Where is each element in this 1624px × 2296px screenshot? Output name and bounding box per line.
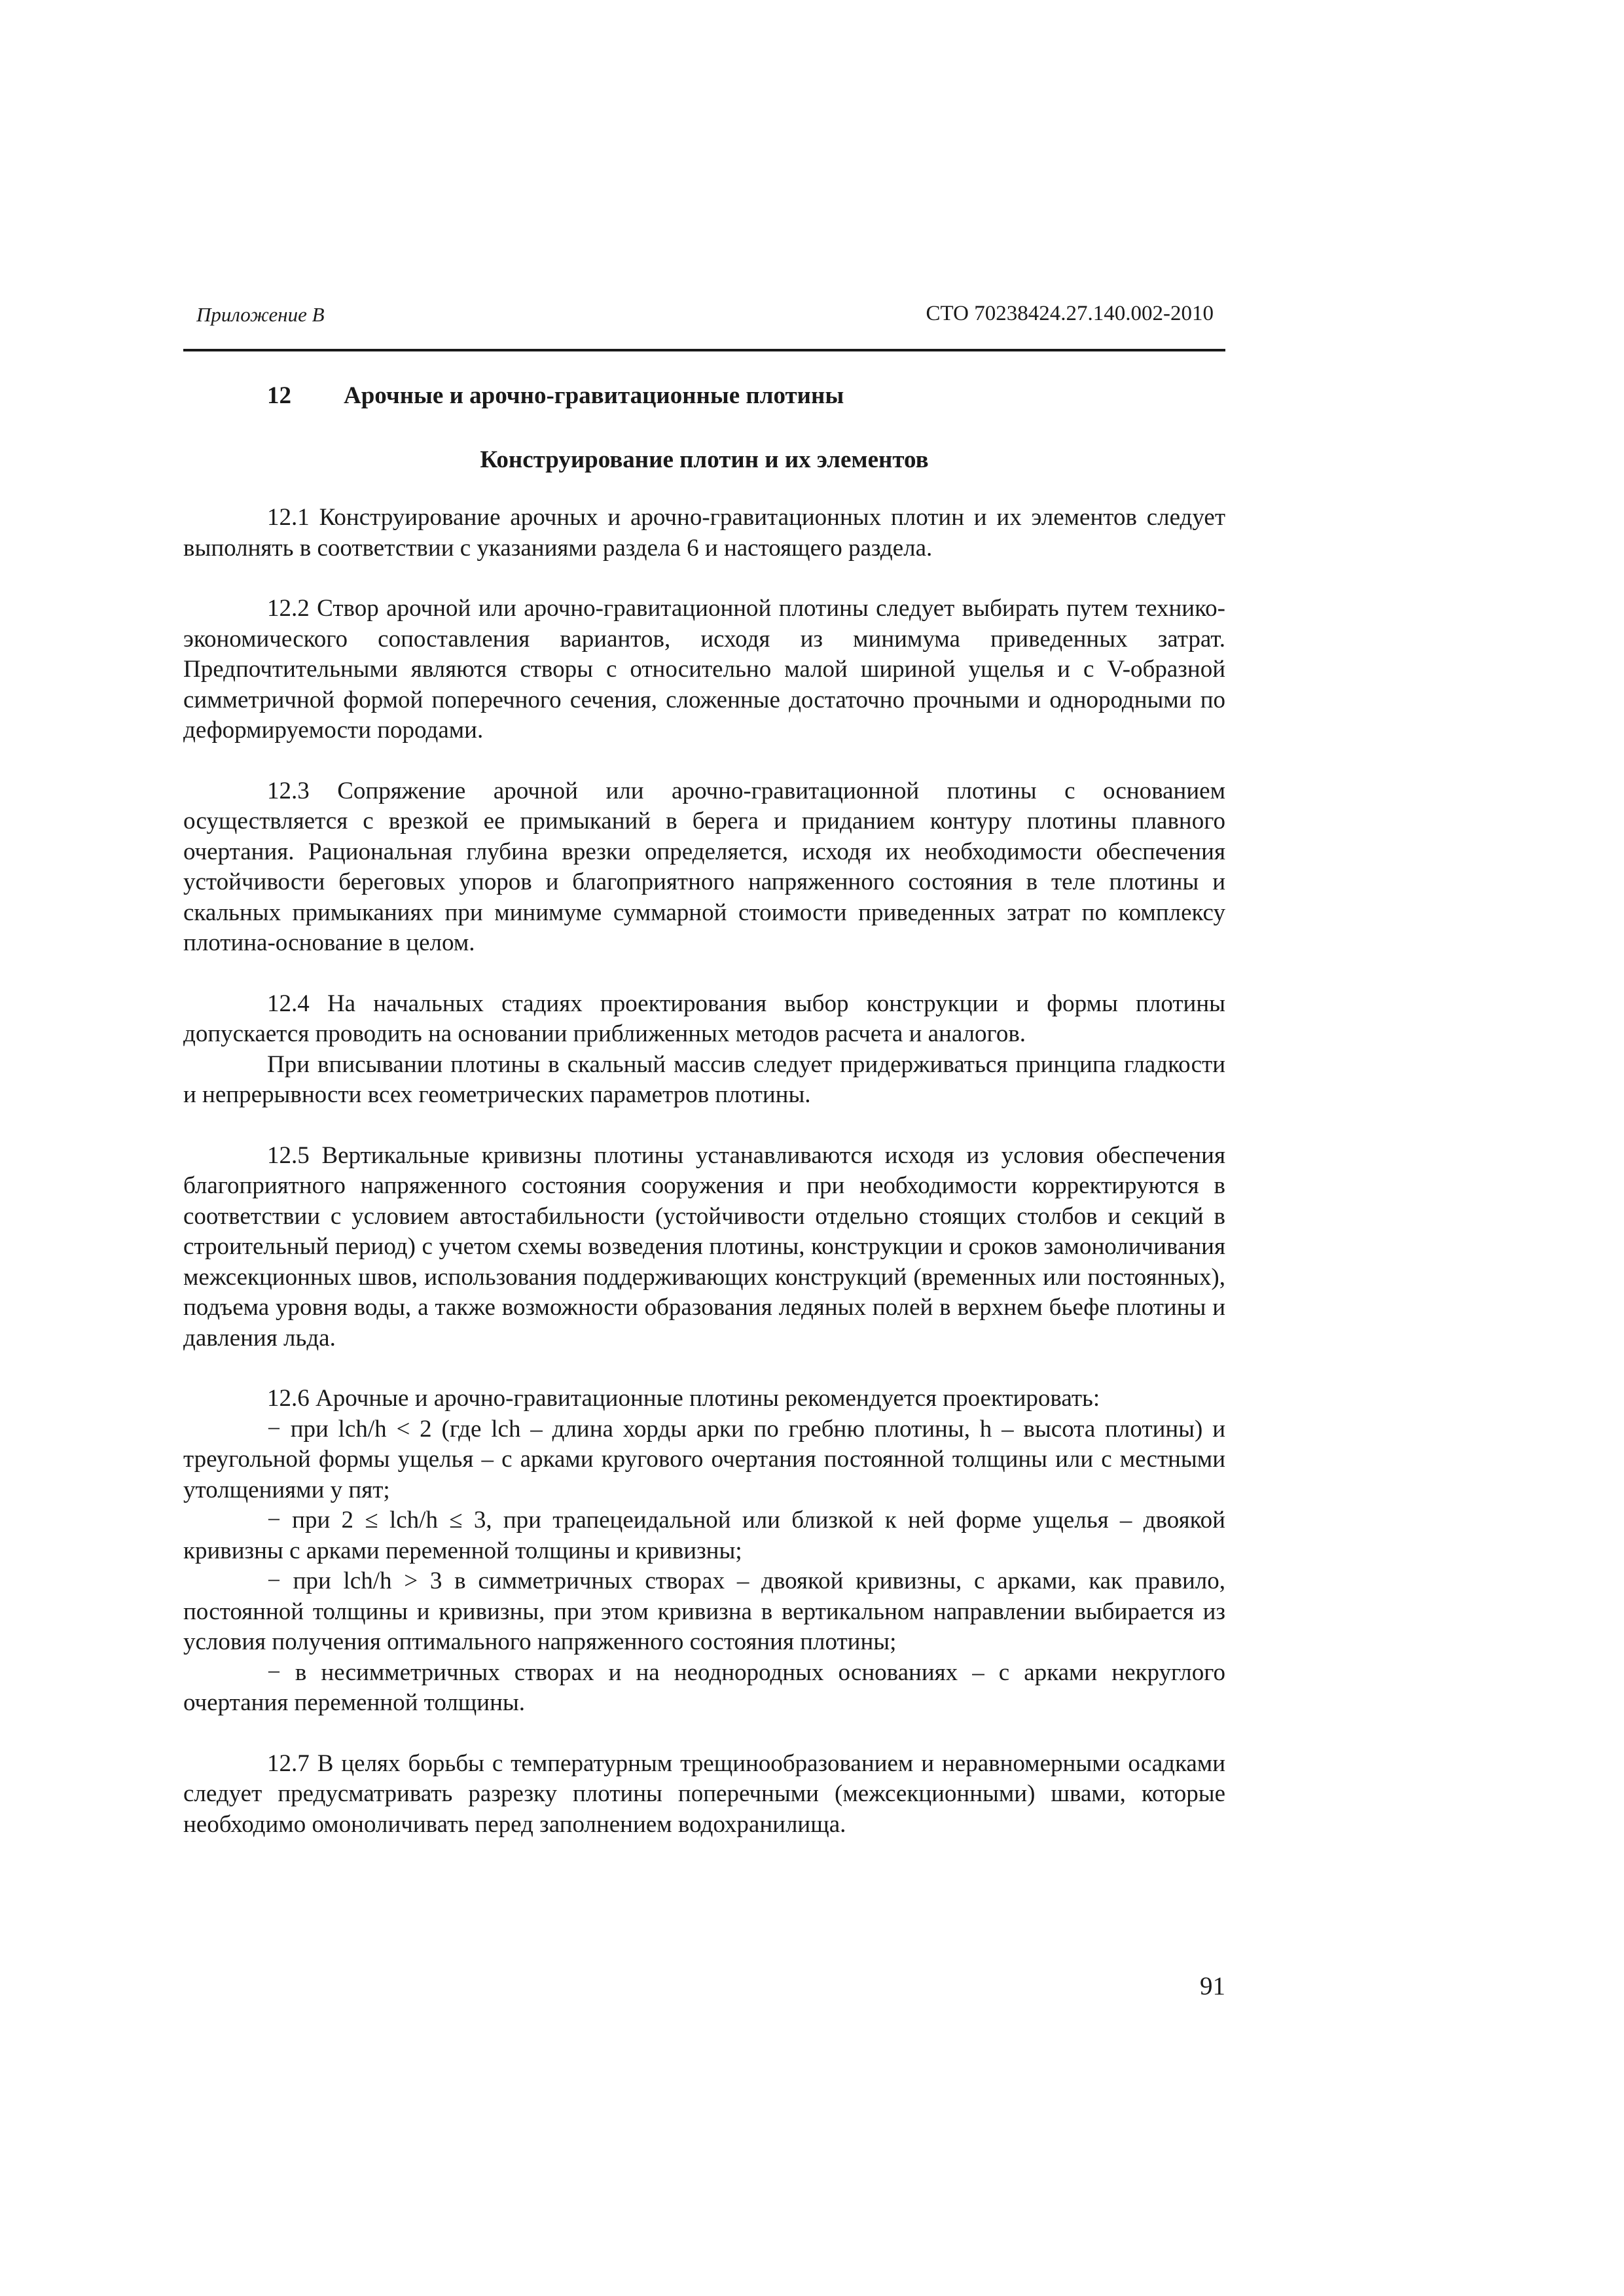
paragraph-12-6: 12.6 Арочные и арочно-гравитационные плотины рекомендуется проектировать: [267, 1385, 1100, 1412]
section-heading [267, 382, 844, 410]
list-item-asymmetric-site: − в несимметричных створах и на неоднородных основаниях – с арками некруглого очертания переменной толщины. [183, 1659, 1225, 1716]
document-code: СТО 70238424.27.140.002-2010 [926, 302, 1214, 325]
paragraph-12-1: 12.1 Конструирование арочных и арочно-гравитационных плотин и их элементов следует выполнять в соответствии с указаниями раздела 6 и настоящего раздела. [183, 504, 1225, 562]
paragraph-12-4-continued: При вписывании плотины в скальный массив следует придерживаться принципа гладкости и непрерывности всех геометрических параметров плотины. [183, 1050, 1225, 1108]
paragraph-12-7: 12.7 В целях борьбы с температурным трещинообразованием и неравномерными осадками следует предусматривать разрезку плотины поперечными (межсекционными) швами, которые необходимо омоноличивать перед заполнением водохранилища. [183, 1749, 1225, 1838]
list-item-trapezoidal-gorge: − при 2 ≤ lch/h ≤ 3, при трапецеидальной или близкой к ней форме ущелья – двоякой кривизны с арками переменной толщины и кривизны; [183, 1507, 1225, 1564]
paragraph-12-4: 12.4 На начальных стадиях проектирования выбор конструкции и формы плотины допускается проводить на основании приближенных методов расчета и аналогов. [183, 990, 1225, 1047]
appendix-label: Приложение В [196, 303, 325, 326]
list-item-narrow-gorge: − при lch/h < 2 (где lch – длина хорды арки по гребню плотины, h – высота плотины) и треугольной формы ущелья – с арками кругового очертания постоянной толщины или с местными утолщениями у пят; [183, 1415, 1225, 1503]
section-title: Арочные и арочно-гравитационные плотины [344, 382, 844, 409]
paragraph-12-2: 12.2 Створ арочной или арочно-гравитационной плотины следует выбирать путем технико-экономического сопоставления вариантов, исходя из минимума приведенных затрат. Предпочтительными являются створы с относительно малой шириной ущелья и с V-образной симметричной формой поперечного сечения, сложенные достаточно прочными и однородными по деформируемости породами. [183, 595, 1225, 744]
subsection-heading: Конструирование плотин и их элементов [480, 446, 929, 473]
section-number: 12 [267, 382, 291, 409]
page-number: 91 [1200, 1972, 1225, 2000]
list-item-wide-gorge: − при lch/h > 3 в симметричных створах – двоякой кривизны, с арками, как правило, постоянной толщины и кривизны, при этом кривизна в вертикальном направлении выбирается из условия получения оптимального напряженного состояния плотины; [183, 1568, 1225, 1655]
page-header [183, 298, 1225, 351]
paragraph-12-5: 12.5 Вертикальные кривизны плотины устанавливаются исходя из условия обеспечения благоприятного напряженного состояния сооружения и при необходимости корректируются в соответствии с условием автостабильности (устойчивости отдельно стоящих столбов и секций в строительный период) с учетом схемы возведения плотины, конструкции и сроков замоноличивания межсекционных швов, использования поддерживающих конструкций (временных или постоянных), подъема уровня воды, а также возможности образования ледяных полей в верхнем бьефе плотины и давления льда. [183, 1141, 1225, 1352]
paragraph-12-3: 12.3 Сопряжение арочной или арочно-гравитационной плотины с основанием осуществляется с врезкой ее примыканий в берега и приданием контуру плотины плавного очертания. Рациональная глубина врезки определяется, исходя их необходимости обеспечения устойчивости береговых упоров и благоприятного напряженного состояния в теле плотины и скальных примыканиях при минимуме суммарной стоимости приведенных затрат по комплексу плотина-основание в целом. [183, 777, 1225, 956]
document-body [183, 503, 1225, 1840]
